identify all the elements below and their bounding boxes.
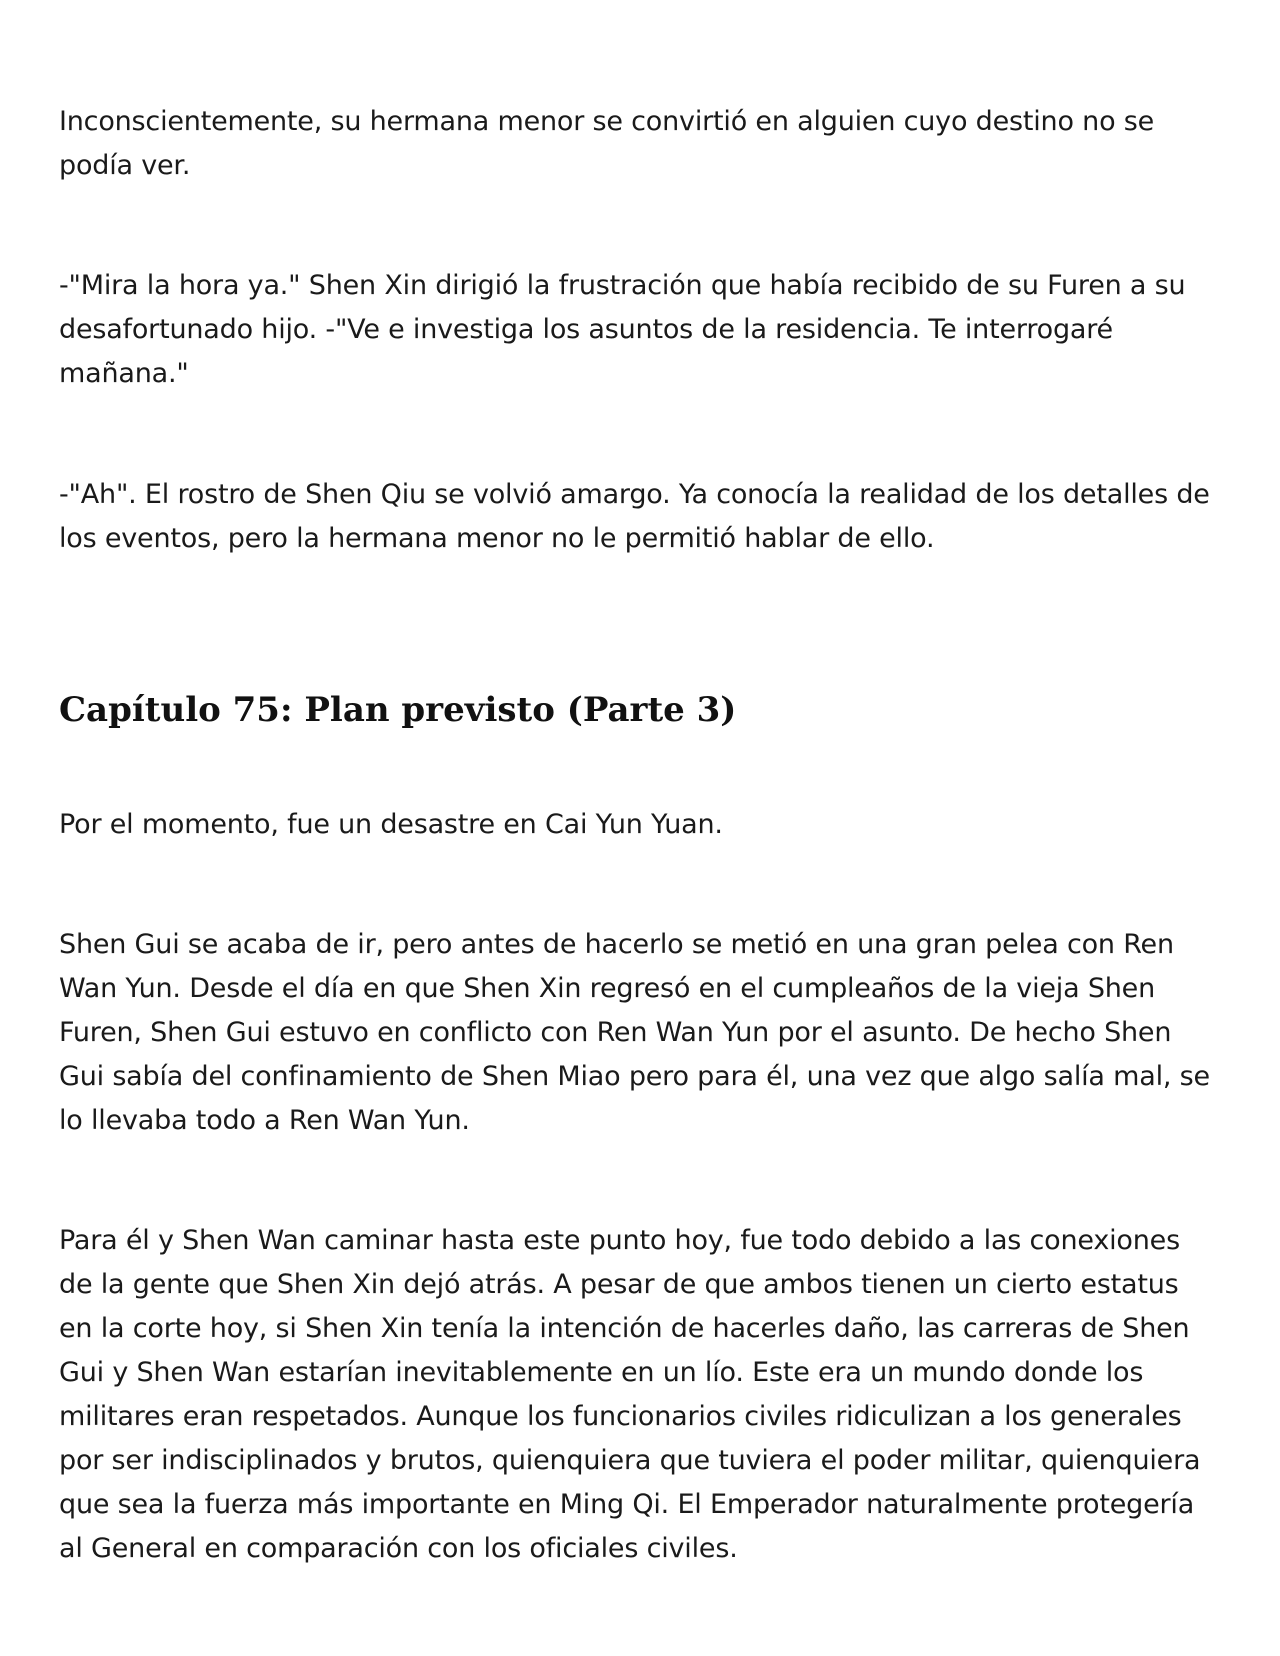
paragraph-shen-gui: Shen Gui se acaba de ir, pero antes de hacerlo se metió en una gran pelea con Ren Wan Yun. Desde el día en que Shen Xin regresó en el cumpleaños de la vieja Shen Furen, Shen Gui estuvo en conflicto con Ren Wan Yun por el asunto. De hecho Shen Gui sabía del confinamiento de Shen Miao pero para él, una vez que algo salía mal, se lo llevaba todo a Ren Wan Yun. [59, 929, 1210, 1136]
paragraph-cai-yun-yuan: Por el momento, fue un desastre en Cai Yun Yuan. [59, 809, 723, 840]
paragraph-conexiones: Para él y Shen Wan caminar hasta este punto hoy, fue todo debido a las conexiones de la gente que Shen Xin dejó atrás. A pesar de que ambos tienen un cierto estatus en la corte hoy, si Shen Xin tenía la intención de hacerles daño, las carreras de Shen Gui y Shen Wan estarían inevitablemente en un lío. Este era un mundo donde los militares eran respetados. Aunque los funcionarios civiles ridiculizan a los generales por ser indisciplinados y brutos, quienquiera que tuviera el poder militar, quienquiera que sea la fuerza más importante en Ming Qi. El Emperador naturalmente protegería al General en comparación con los oficiales civiles. [59, 1225, 1201, 1564]
paragraph-destino: Inconscientemente, su hermana menor se convirtió en alguien cuyo destino no se podía ver. [59, 106, 1155, 181]
chapter-title: Capítulo 75: Plan previsto (Parte 3) [59, 690, 737, 730]
paragraph-shen-qiu: -"Ah". El rostro de Shen Qiu se volvió amargo. Ya conocía la realidad de los detalles de los eventos, pero la hermana menor no le permitió hablar de ello. [59, 479, 1210, 554]
paragraph-mira-la-hora: -"Mira la hora ya." Shen Xin dirigió la frustración que había recibido de su Furen a su desafortunado hijo. -"Ve e investiga los asuntos de la residencia. Te interrogaré mañana." [59, 270, 1186, 389]
